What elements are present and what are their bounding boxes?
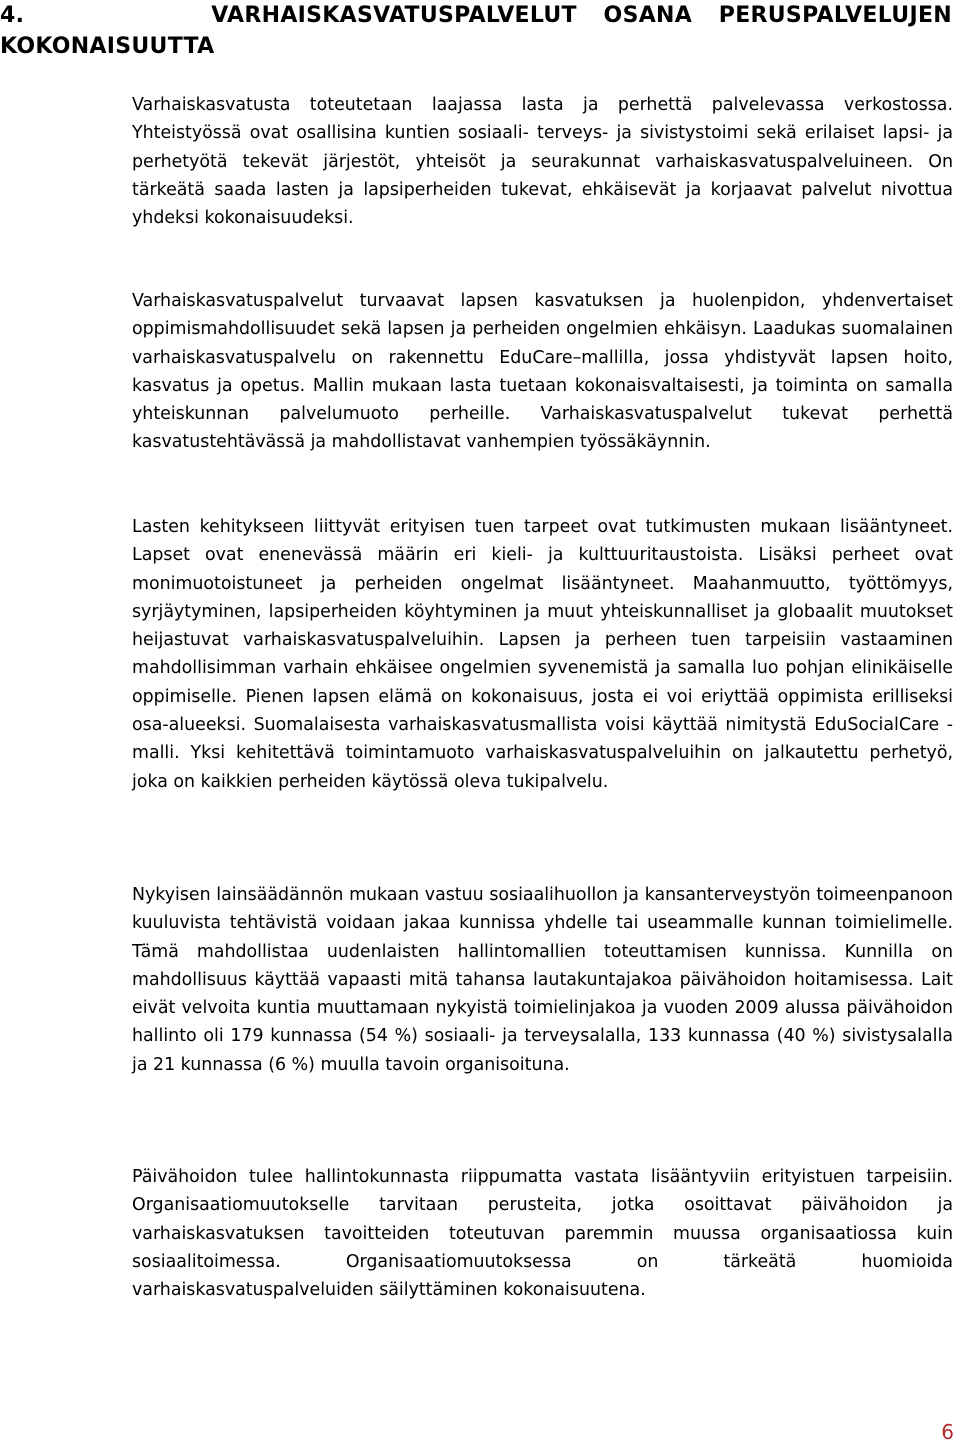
body-paragraph: Varhaiskasvatuspalvelut turvaavat lapsen kasvatuksen ja huolenpidon, yhdenvertaiset oppimismahdollisuudet sekä lapsen ja perheiden ongelmien ehkäisyn. Laadukas suomalainen varhaiskasvatuspalvelu on rakennettu EduCare–mallilla, jossa yhdistyvät lapsen hoito, kasvatus ja opetus. Mallin mukaan lasta tuetaan kokonaisvaltaisesti, ja toiminta on samalla yhteiskunnan palvelumuoto perheille. Varhaiskasvatuspalvelut tukevat perhettä kasvatustehtävässä ja mahdollistavat vanhempien työssäkäynnin. — [132, 291, 953, 453]
page-number: 6 — [941, 1420, 954, 1444]
section-title: VARHAISKASVATUSPALVELUT OSANA PERUSPALVELUJEN KOKONAISUUTTA — [0, 3, 952, 59]
body-paragraph: Varhaiskasvatusta toteutetaan laajassa lasta ja perhettä palvelevassa verkostossa. Yhteistyössä ovat osallisina kuntien sosiaali- terveys- ja sivistystoimi sekä erilaiset lapsi- ja perhetyötä tekevät järjestöt, yhteisöt ja seurakunnat varhaiskasvatuspalveluineen. On tärkeätä saada lasten ja lapsiperheiden tukevat, ehkäisevät ja korjaavat palvelut nivottua yhdeksi kokonaisuudeksi. — [132, 95, 953, 229]
body-paragraph: Lasten kehitykseen liittyvät erityisen tuen tarpeet ovat tutkimusten mukaan lisääntyneet. Lapset ovat enenevässä määrin eri kieli- ja kulttuuritaustoista. Lisäksi perheet ovat monimuotoistuneet ja perheiden ongelmat lisääntyneet. Maahanmuutto, työttömyys, syrjäytyminen, lapsiperheiden köyhtyminen ja muut yhteiskunnalliset ja globaalit muutokset heijastuvat varhaiskasvatuspalveluihin. Lapsen ja perheen tuen tarpeisiin vastaaminen mahdollisimman varhain ehkäisee ongelmien syvenemistä ja samalla luo pohjan elinikäiselle oppimiselle. Pienen lapsen elämä on kokonaisuus, josta ei voi eriyttää oppimista erilliseksi osa-alueeksi. Suomalaisesta varhaiskasvatusmallista voisi käyttää nimitystä EduSocialCare -malli. Yksi kehitettävä toimintamuoto varhaiskasvatuspalveluihin on jalkautettu perhetyö, joka on kaikkien perheiden käytössä oleva tukipalvelu. — [132, 517, 953, 792]
section-heading — [0, 0, 952, 62]
body-paragraph: Päivähoidon tulee hallintokunnasta riippumatta vastata lisääntyviin erityistuen tarpeisiin. Organisaatiomuutokselle tarvitaan perusteita, jotka osoittavat päivähoidon ja varhaiskasvatuksen tavoitteiden toteutuvan paremmin muussa organisaatiossa kuin sosiaalitoimessa. Organisaatiomuutoksessa on tärkeätä huomioida varhaiskasvatuspalveluiden säilyttäminen kokonaisuutena. — [132, 1167, 953, 1301]
body-paragraph: Nykyisen lainsäädännön mukaan vastuu sosiaalihuollon ja kansanterveystyön toimeenpanoon kuuluvista tehtävistä voidaan jakaa kunnissa yhdelle tai useammalle kunnan toimielimelle. Tämä mahdollistaa uudenlaisten hallintomallien toteuttamisen kunnissa. Kunnilla on mahdollisuus käyttää vapaasti mitä tahansa lautakuntajakoa päivähoidon hoitamisessa. Lait eivät velvoita kuntia muuttamaan nykyistä toimielinjakoa ja vuoden 2009 alussa päivähoidon hallinto oli 179 kunnassa (54 %) sosiaali- ja terveysalalla, 133 kunnassa (40 %) sivistysalalla ja 21 kunnassa (6 %) muulla tavoin organisoituna. — [132, 885, 953, 1075]
section-number: 4. — [0, 3, 25, 28]
